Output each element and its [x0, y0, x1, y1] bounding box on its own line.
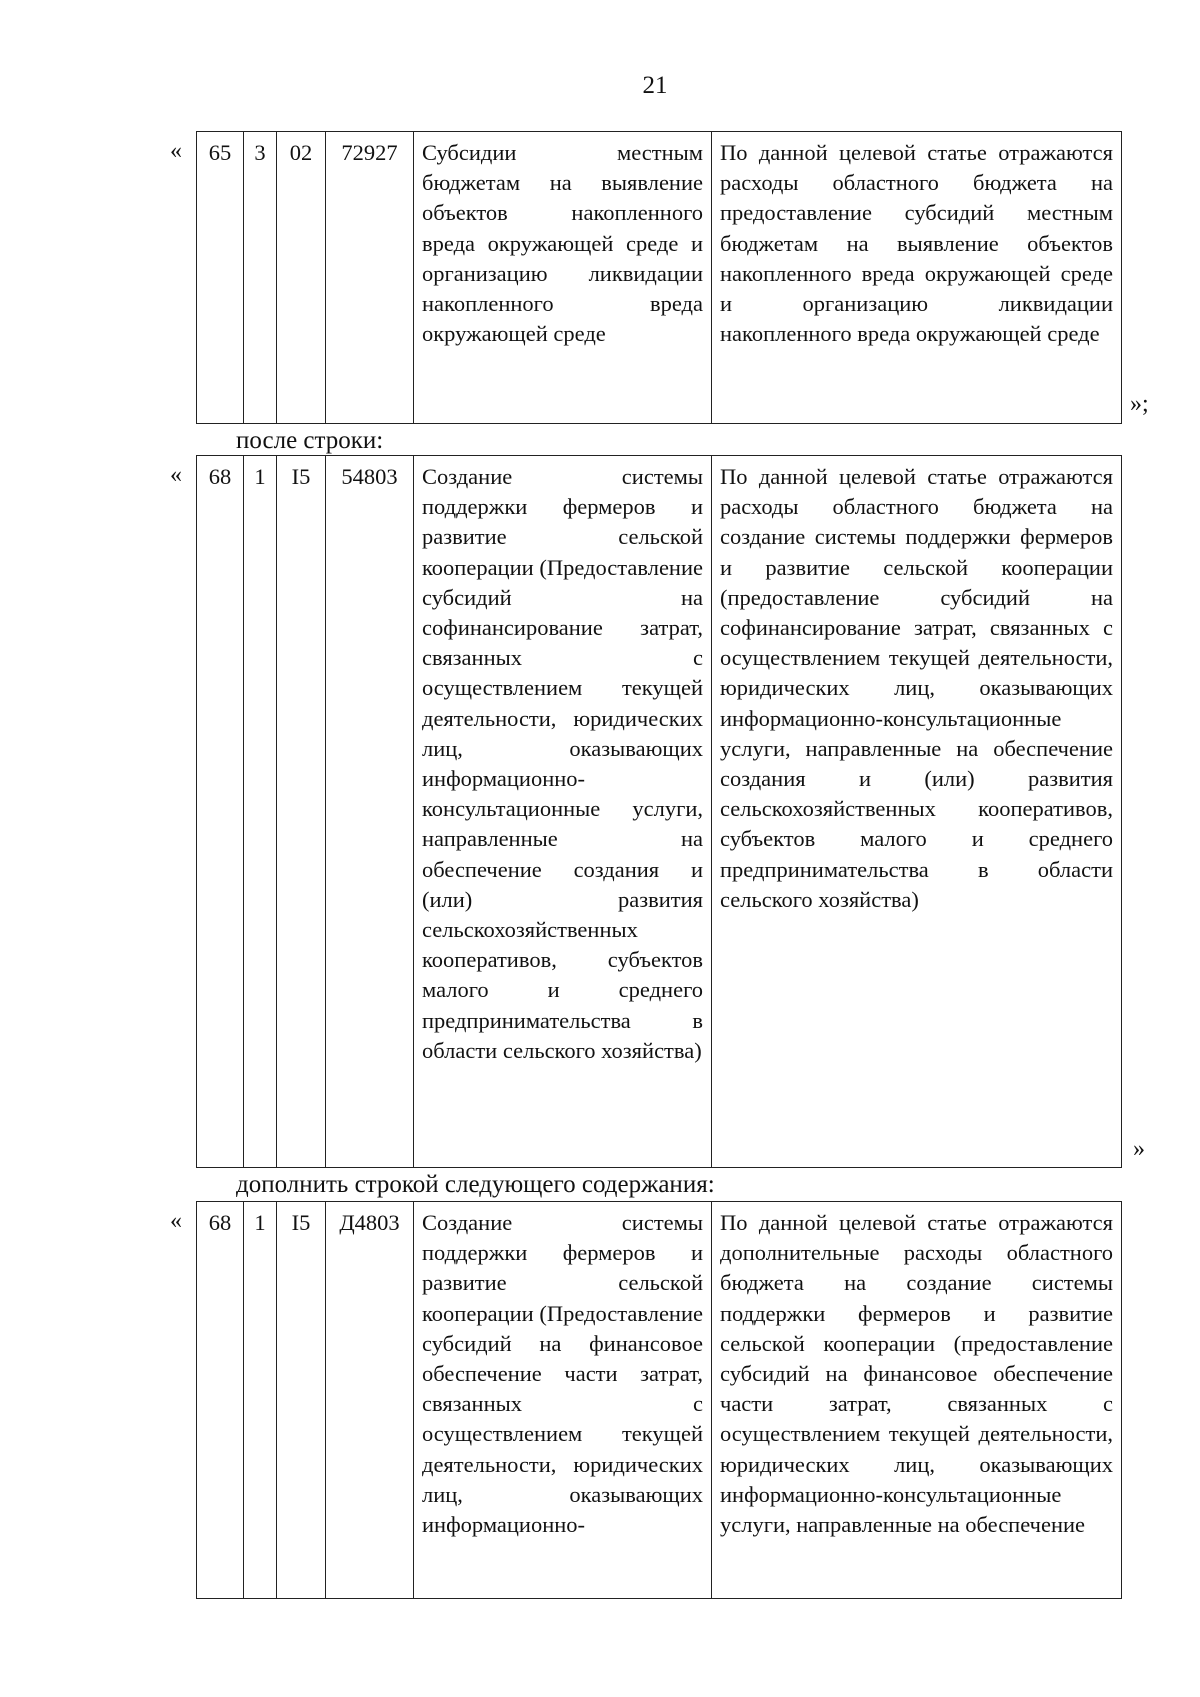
item-name-cell: Субсидии местным бюджетам на выявление объектов накопленного вреда окружающей среде и организацию ликвидации накопленного вреда окружающей среде — [414, 132, 712, 424]
item-name-cell: Создание системы поддержки фермеров и развитие сельской кооперации (Предоставление субсидий на финансовое обеспечение части затрат, связанных с осуществлением текущей деятельности, юридических лиц, оказывающих информационно- — [414, 1202, 712, 1599]
append-row-caption: дополнить строкой следующего содержания: — [236, 1171, 715, 1198]
item-description-cell: По данной целевой статье отражаются дополнительные расходы областного бюджета на создание системы поддержки фермеров и развитие сельской кооперации (предоставление субсидий на финансовое обеспечение части затрат, связанных с осуществлением текущей деятельности, юридических лиц, оказывающих информационно-консультационные услуги, направленные на обеспечение — [712, 1202, 1122, 1599]
insert-after-caption: после строки: — [236, 427, 384, 454]
code-cell: 1 — [244, 456, 277, 1168]
code-cell: 65 — [197, 132, 244, 424]
item-description-cell: По данной целевой статье отражаются расходы областного бюджета на создание системы поддержки фермеров и развитие сельской кооперации (предоставление субсидий на софинансирование затрат, связанных с осуществлением текущей деятельности, юридических лиц, оказывающих информационно-консультационные услуги, направленные на обеспечение создания и (или) развития сельскохозяйственных кооперативов, субъектов малого и среднего предпринимательства в области сельского хозяйства) — [712, 456, 1122, 1168]
page-number: 21 — [642, 72, 668, 99]
open-quote: « — [170, 462, 182, 488]
code-cell: 68 — [197, 456, 244, 1168]
code-cell: I5 — [277, 1202, 326, 1599]
table-row — [197, 1202, 1122, 1599]
table-row — [197, 456, 1122, 1168]
code-cell: 3 — [244, 132, 277, 424]
code-cell: 72927 — [326, 132, 414, 424]
code-cell: 54803 — [326, 456, 414, 1168]
open-quote: « — [170, 138, 182, 164]
table-row — [197, 132, 1122, 424]
budget-table-d4803 — [196, 1201, 1122, 1599]
code-cell: I5 — [277, 456, 326, 1168]
item-name-cell: Создание системы поддержки фермеров и развитие сельской кооперации (Предоставление субсидий на софинансирование затрат, связанных с осуществлением текущей деятельности, юридических лиц, оказывающих информационно-консультационные услуги, направленные на обеспечение создания и (или) развития сельскохозяйственных кооперативов, субъектов малого и среднего предпринимательства в области сельского хозяйства) — [414, 456, 712, 1168]
open-quote: « — [170, 1208, 182, 1234]
close-quote: » — [1133, 1136, 1145, 1162]
code-cell: 68 — [197, 1202, 244, 1599]
item-description-cell: По данной целевой статье отражаются расходы областного бюджета на предоставление субсидий местным бюджетам на выявление объектов накопленного вреда окружающей среде и организацию ликвидации накопленного вреда окружающей среде — [712, 132, 1122, 424]
budget-table-72927 — [196, 131, 1122, 424]
code-cell: Д4803 — [326, 1202, 414, 1599]
code-cell: 02 — [277, 132, 326, 424]
budget-table-54803 — [196, 455, 1122, 1168]
code-cell: 1 — [244, 1202, 277, 1599]
close-quote: »; — [1130, 391, 1149, 417]
